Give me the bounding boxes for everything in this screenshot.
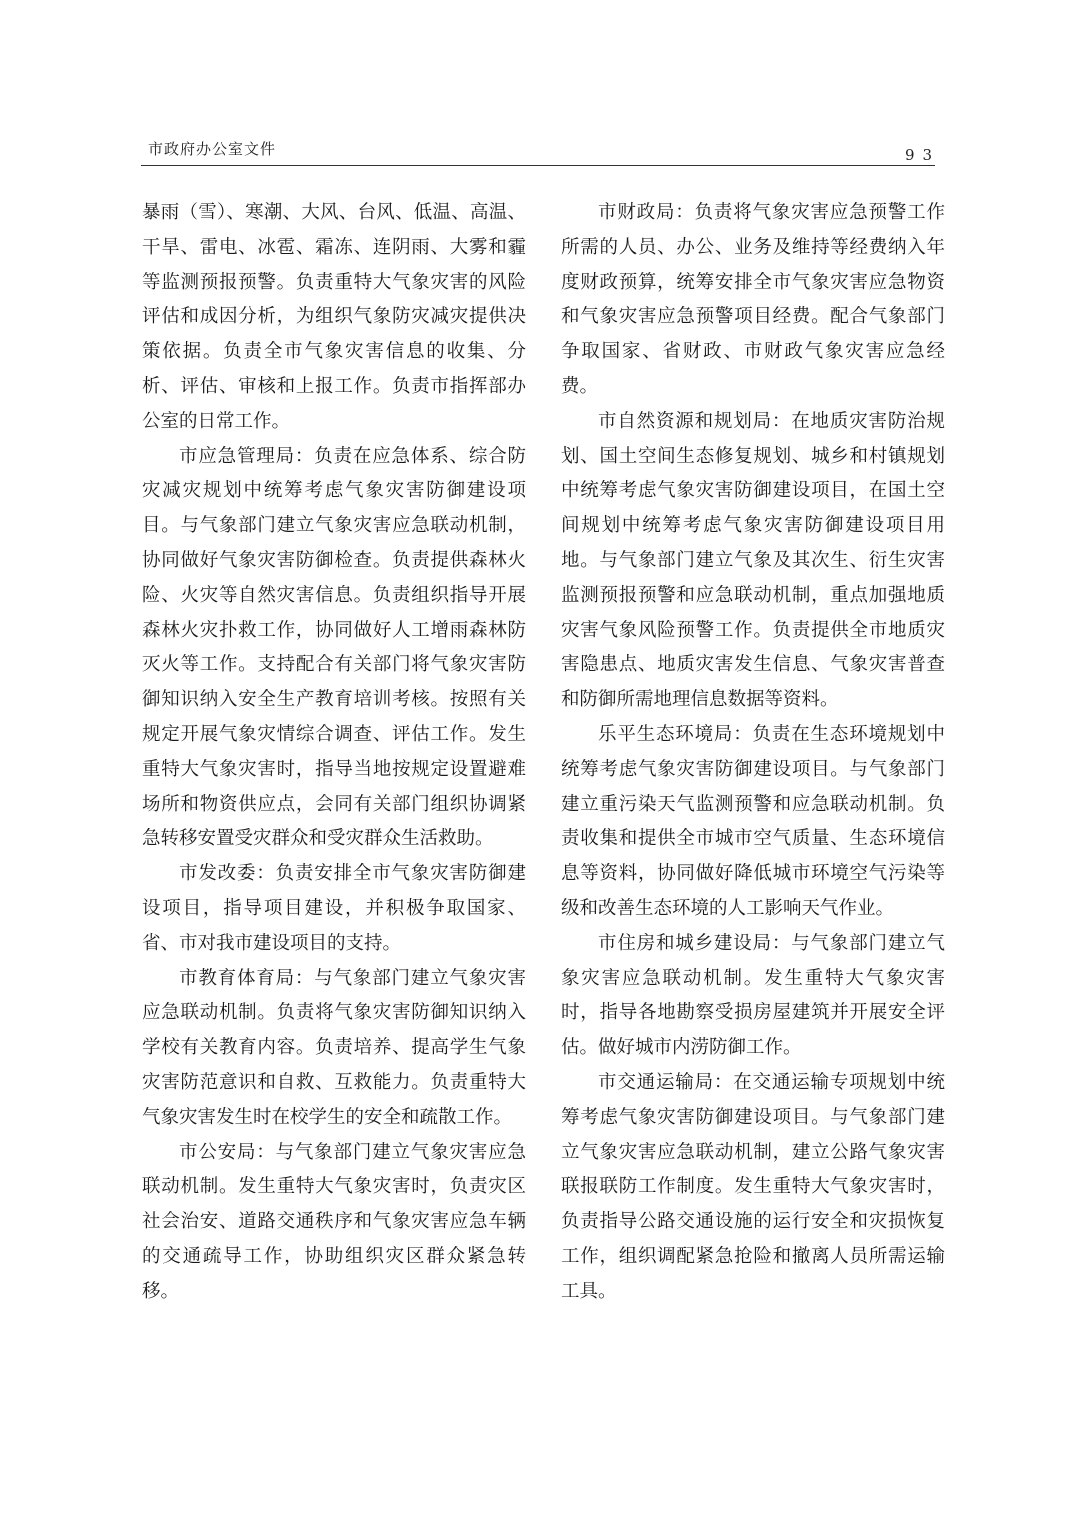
paragraph-continued: 暴雨（雪）、寒潮、大风、台风、低温、高温、干旱、雷电、冰雹、霜冻、连阴雨、大雾和霾等监测预报预警。负责重特大气象灾害的风险评估和成因分析，为组织气象防灾减灾提供决策依据。负责全市气象灾害信息的收集、分析、评估、审核和上报工作。负责市指挥部办公室的日常工作。 xyxy=(142,202,526,432)
header-divider xyxy=(141,165,935,166)
paragraph-public-security-bureau: 市公安局：与气象部门建立气象灾害应急联动机制。发生重特大气象灾害时，负责灾区社会治安、道路交通秩序和气象灾害应急车辆的交通疏导工作，协助组织灾区群众紧急转移。 xyxy=(142,1141,526,1302)
paragraph-housing-construction-bureau: 市住房和城乡建设局：与气象部门建立气象灾害应急联动机制。发生重特大气象灾害时，指导各地勘察受损房屋建筑并开展安全评估。做好城市内涝防御工作。 xyxy=(561,932,945,1059)
page-header xyxy=(141,133,935,167)
paragraph-education-sports-bureau: 市教育体育局：与气象部门建立气象灾害应急联动机制。负责将气象灾害防御知识纳入学校有关教育内容。负责培养、提高学生气象灾害防范意识和自救、互救能力。负责重特大气象灾害发生时在校学生的安全和疏散工作。 xyxy=(142,967,526,1128)
paragraph-emergency-management-bureau: 市应急管理局：负责在应急体系、综合防灾减灾规划中统筹考虑气象灾害防御建设项目。与气象部门建立气象灾害应急联动机制，协同做好气象灾害防御检查。负责提供森林火险、火灾等自然灾害信息。负责组织指导开展森林火灾扑救工作，协同做好人工增雨森林防灭火等工作。支持配合有关部门将气象灾害防御知识纳入安全生产教育培训考核。按照有关规定开展气象灾情综合调查、评估工作。发生重特大气象灾害时，指导当地按规定设置避难场所和物资供应点，会同有关部门组织协调紧急转移安置受灾群众和受灾群众生活救助。 xyxy=(142,445,526,850)
paragraph-development-reform-commission: 市发改委：负责安排全市气象灾害防御建设项目，指导项目建设，并积极争取国家、省、市对我市建设项目的支持。 xyxy=(142,863,526,954)
left-column xyxy=(142,196,526,1310)
paragraph-natural-resources-planning-bureau: 市自然资源和规划局：在地质灾害防治规划、国土空间生态修复规划、城乡和村镇规划中统筹考虑气象灾害防御建设项目，在国土空间规划中统筹考虑气象灾害防御建设项目用地。与气象部门建立气象及其次生、衍生灾害监测预报预警和应急联动机制，重点加强地质灾害气象风险预警工作。负责提供全市地质灾害隐患点、地质灾害发生信息、气象灾害普查和防御所需地理信息数据等资料。 xyxy=(561,410,945,711)
page-number: 93 xyxy=(905,146,941,164)
paragraph-transport-bureau: 市交通运输局：在交通运输专项规划中统筹考虑气象灾害防御建设项目。与气象部门建立气象灾害应急联动机制，建立公路气象灾害联报联防工作制度。发生重特大气象灾害时，负责指导公路交通设施的运行安全和灾损恢复工作，组织调配紧急抢险和撤离人员所需运输工具。 xyxy=(561,1071,945,1302)
right-column xyxy=(561,196,945,1310)
document-series-title: 市政府办公室文件 xyxy=(148,140,277,158)
paragraph-ecology-environment-bureau: 乐平生态环境局：负责在生态环境规划中统筹考虑气象灾害防御建设项目。与气象部门建立重污染天气监测预警和应急联动机制。负责收集和提供全市城市空气质量、生态环境信息等资料，协同做好降低城市环境空气污染等级和改善生态环境的人工影响天气作业。 xyxy=(561,723,945,919)
paragraph-finance-bureau: 市财政局：负责将气象灾害应急预警工作所需的人员、办公、业务及维持等经费纳入年度财政预算，统筹安排全市气象灾害应急物资和气象灾害应急预警项目经费。配合气象部门争取国家、省财政、市财政气象灾害应急经费。 xyxy=(561,202,945,397)
